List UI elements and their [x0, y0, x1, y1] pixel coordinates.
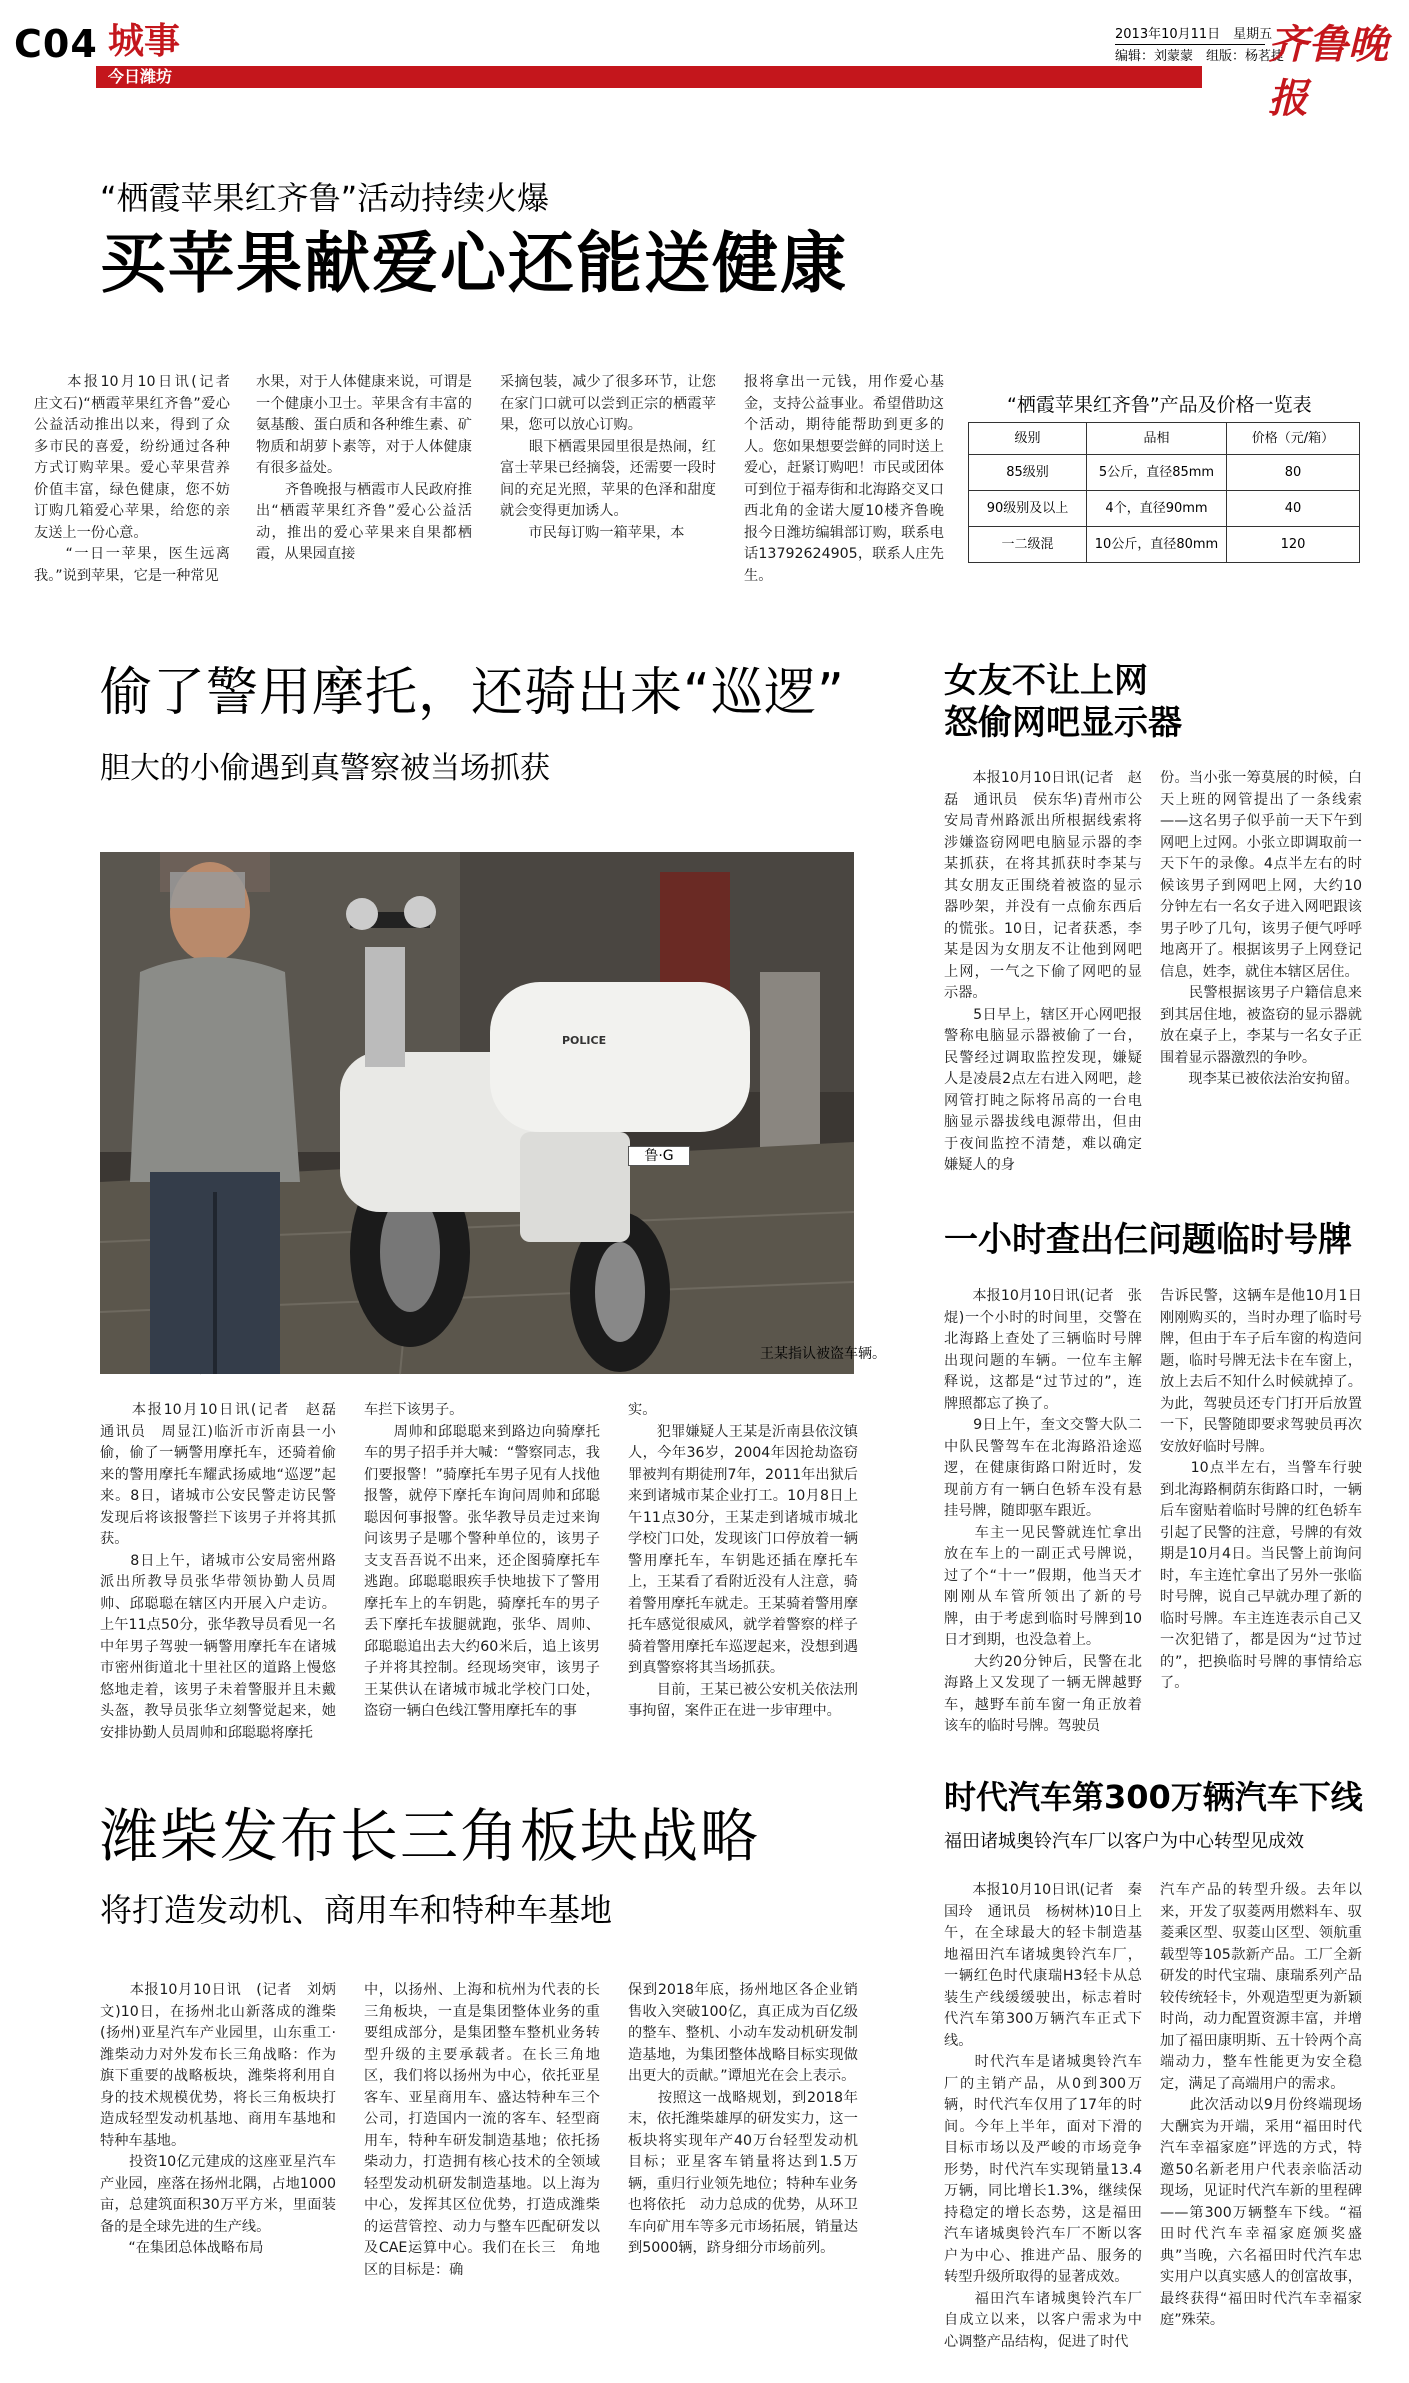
page-number: C04: [14, 22, 98, 66]
price-table-cell: 10公斤，直径80mm: [1087, 527, 1227, 563]
license-plate-text: 鲁·G: [644, 1148, 674, 1164]
article1-col3: 采摘包装，减少了很多环节，让您在家门口就可以尝到正宗的栖霞苹果，您可以放心订购。 眼下栖霞果园里很是热闹，红富士苹果已经摘袋，还需要一段时间的充足光照，苹果的色泽和甜度就会变得更加诱人。 市民每订购一箱苹果，本: [500, 374, 716, 541]
article6-subhead: 福田诸城奥铃汽车厂以客户为中心转型见成效: [944, 1831, 1304, 1852]
price-table-cell: 4个，直径90mm: [1087, 491, 1227, 527]
article6-headline: 时代汽车第300万辆汽车下线: [944, 1778, 1363, 1816]
price-table-row: [969, 455, 1360, 491]
article3-headline: 女友不让上网 怒偷网吧显示器: [944, 661, 1182, 743]
article5-headline: 潍柴发布长三角板块战略: [100, 1802, 761, 1870]
article2-col2: 车拦下该男子。 周帅和邱聪聪来到路边向骑摩托车的男子招手并大喊：“警察同志，我们要报警！”骑摩托车男子见有人找他报警，就停下摩托车询问周帅和邱聪聪因何事报警。张华教导员走过来询问该男子是哪个警种单位的，该男子支支吾吾说不出来，还企图骑摩托车逃跑。邱聪聪眼疾手快地拔下了警用摩托车上的车钥匙，骑摩托车的男子丢下摩托车拔腿就跑，张华、周帅、邱聪聪追出去大约60米后，追上该男子并将其控制。经现场突审，该男子王某供认在诸城市城北学校门口处，盗窃一辆白色线江警用摩托车的事: [364, 1402, 600, 1719]
masthead-divider: [1115, 44, 1265, 45]
price-table-cell: 90级别及以上: [969, 491, 1087, 527]
section-bar: [96, 66, 1202, 88]
article4-headline: 一小时查出仨问题临时号牌: [944, 1220, 1352, 1260]
article2-col1: 本报10月10日讯(记者 赵磊 通讯员 周显江)临沂市沂南县一小偷，偷了一辆警用摩托车，还骑着偷来的警用摩托车耀武扬威地“巡逻”起来。8日，诸城市公安民警走访民警发现后将该报警拦下该男子并将其抓获。 8日上午，诸城市公安局密州路派出所教导员张华带领协勤人员周帅、邱聪聪在辖区内开展入户走访。上午11点50分，张华教导员看见一名中年男子驾驶一辆警用摩托车在诸城市密州街道北十里社区的道路上慢悠悠地走着，该男子未着警服并且未戴头盔，教导员张华立刻警觉起来，她安排协勤人员周帅和邱聪聪将摩托: [100, 1402, 336, 1741]
article1-headline: 买苹果献爱心还能送健康: [100, 225, 848, 302]
price-table-header: 级别: [969, 423, 1087, 455]
subsection-name: 今日潍坊: [108, 67, 173, 86]
price-table-row: [969, 527, 1360, 563]
price-table: [968, 422, 1360, 563]
price-table-cell: 一二级混: [969, 527, 1087, 563]
article1-col2: 水果，对于人体健康来说，可谓是一个健康小卫士。苹果含有丰富的氨基酸、蛋白质和各种维生素、矿物质和胡萝卜素等，对于人体健康有很多益处。 齐鲁晚报与栖霞市人民政府推出“栖霞苹果红齐鲁”爱心公益活动，推出的爱心苹果来自果都栖霞，从果园直接: [256, 374, 472, 562]
price-table-header-row: [969, 423, 1360, 455]
price-table-cell: 120: [1227, 527, 1360, 563]
photo-illustration: [100, 852, 854, 1374]
police-label: POLICE: [562, 1034, 607, 1047]
article2-subhead: 胆大的小偷遇到真警察被当场抓获: [100, 751, 550, 786]
article5-col1: 本报10月10日讯 (记者 刘炳文)10日，在扬州北山新落成的潍柴(扬州)亚星汽车产业园里，山东重工·潍柴动力对外发布长三角战略：作为旗下重要的战略板块，潍柴将利用自身的技术规模优势，将长三角板块打造成轻型发动机基地、商用车基地和特种车基地。 投资10亿元建成的这座亚星汽车产业园，座落在扬州北隅，占地1000亩，总建筑面积30万平方米，里面装备的是全球先进的生产线。 “在集团总体战略布局: [100, 1982, 336, 2256]
price-table-cell: 5公斤，直径85mm: [1087, 455, 1227, 491]
newspaper-logo: 齐鲁晚报: [1268, 21, 1388, 122]
license-plate: [628, 1146, 690, 1166]
price-table-row: [969, 491, 1360, 527]
article4-col1: 本报10月10日讯(记者 张焜)一个小时的时间里，交警在北海路上查处了三辆临时号牌出现问题的车辆。一位车主解释说，这都是“过节过的”，连牌照都忘了换了。 9日上午，奎文交警大队二中队民警驾车在北海路沿途巡逻，在健康街路口附近时，发现前方有一辆白色轿车没有悬挂号牌，随即驱车跟近。 车主一见民警就连忙拿出放在车上的一副正式号牌说，过了个“十一”假期，他当天才刚刚从车管所领出了新的号牌，由于考虑到临时号牌到10日才到期，也没急着上。 大约20分钟后，民警在北海路上又发现了一辆无牌越野车，越野车前车窗一角正放着该车的临时号牌。驾驶员: [944, 1288, 1142, 1734]
price-table-cell: 85级别: [969, 455, 1087, 491]
article5-col3: 保到2018年底，扬州地区各企业销售收入突破100亿，真正成为百亿级的整车、整机、小动车发动机研发制造基地，为集团整体战略目标实现做出更大的贡献。”谭旭光在会上表示。 按照这一战略规划，到2018年末，依托潍柴雄厚的研发实力，这一板块将实现年产40万台轻型发动机目标；亚星客车销量将达到1.5万辆，重归行业领先地位；特种车业务也将依托 动力总成的优势，从环卫车向矿用车等多元市场拓展，销量达到5000辆，跻身细分市场前列。: [628, 1982, 858, 2256]
article3-col1: 本报10月10日讯(记者 赵磊 通讯员 侯东华)青州市公安局青州路派出所根据线索将涉嫌盗窃网吧电脑显示器的李某抓获，在将其抓获时李某与其女朋友正围绕着被盗的显示器吵架，并没有一点偷东西后的慌张。10日，记者获悉，李某是因为女朋友不让他到网吧上网，一气之下偷了网吧的显示器。 5日早上，辖区开心网吧报警称电脑显示器被偷了一台，民警经过调取监控发现，嫌疑人是凌晨2点左右进入网吧，趁网管打盹之际将吊高的一台电脑显示器拔线电源带出，但由于夜间监控不清楚，难以确定嫌疑人的身: [944, 770, 1142, 1173]
article5-col2: 中，以扬州、上海和杭州为代表的长三角板块，一直是集团整体业务的重要组成部分，是集团整车整机业务转型升级的主要承载者。在长三角地区，我们将以扬州为中心，依托亚星客车、亚星商用车、盛达特种车三个公司，打造国内一流的客车、轻型商用车，特种车研发制造基地；依托扬柴动力，打造拥有核心技术的全领域轻型发动机研发制造基地。以上海为中心，发挥其区位优势，打造成潍柴的运营管控、动力与整车匹配研发以及CAE运算中心。我们在长三 角地区的目标是：确: [364, 1982, 600, 2278]
section-name: 城事: [108, 21, 181, 62]
photo-caption: 王某指认被盗车辆。: [760, 1346, 886, 1362]
price-table-header: 品相: [1087, 423, 1227, 455]
news-photo: [100, 852, 854, 1374]
article1-col1: 本报10月10日讯(记者 庄文石)“栖霞苹果红齐鲁”爱心公益活动推出以来，得到了众多市民的喜爱，纷纷通过各种方式订购苹果。爱心苹果营养价值丰富，绿色健康，您不妨订购几箱爱心苹果，给您的亲友送上一份心意。 “一日一苹果，医生远离我。”说到苹果，它是一种常见: [34, 374, 230, 584]
editor-line: 编辑：刘蒙蒙 组版：杨茗捷: [1115, 49, 1285, 64]
date-line: 2013年10月11日 星期五: [1115, 27, 1273, 42]
article4-col2: 告诉民警，这辆车是他10月1日刚刚购买的，当时办理了临时号牌，但由于车子后车窗的构造问题，临时号牌无法卡在车窗上，放上去后不知什么时候就掉了。为此，驾驶员还专门打开后放置一下，民警随即要求驾驶员再次安放好临时号牌。 10点半左右，当警车行驶到北海路桐荫东街路口时，一辆后车窗贴着临时号牌的红色轿车引起了民警的注意，号牌的有效期是10月4日。当民警上前询问时，车主连忙拿出了另外一张临时号牌，说自己早就办理了新的临时号牌。车主连连表示自己又一次犯错了，都是因为“过节过的”，把换临时号牌的事情给忘了。: [1160, 1288, 1362, 1691]
article6-col1: 本报10月10日讯(记者 秦国玲 通讯员 杨树林)10日上午，在全球最大的轻卡制造基地福田汽车诸城奥铃汽车厂，一辆红色时代康瑞H3轻卡从总装生产线缓缓驶出，标志着时代汽车第300万辆汽车正式下线。 时代汽车是诸城奥铃汽车厂的主销产品，从0到300万辆，时代汽车仅用了17年的时间。今年上半年，面对下滑的目标市场以及严峻的市场竞争形势，时代汽车实现销量13.4万辆，同比增长1.3%，继续保持稳定的增长态势，这是福田汽车诸城奥铃汽车厂不断以客户为中心、推进产品、服务的转型升级所取得的显著成效。 福田汽车诸城奥铃汽车厂自成立以来，以客户需求为中心调整产品结构，促进了时代: [944, 1882, 1142, 2350]
article3-col2: 份。当小张一筹莫展的时候，白天上班的网管提出了一条线索——这名男子似乎前一天下午到网吧上过网。小张立即调取前一天下午的录像。4点半左右的时候该男子到网吧上网，大约10分钟左右一名女子进入网吧跟该男子吵了几句，该男子便气呼呼地离开了。根据该男子上网登记信息，姓李，就住本辖区居住。 民警根据该男子户籍信息来到其居住地，被盗窃的显示器就放在桌子上，李某与一名女子正围着显示器激烈的争吵。 现李某已被依法治安拘留。: [1160, 770, 1362, 1087]
price-table-cell: 80: [1227, 455, 1360, 491]
article1-col4: 报将拿出一元钱，用作爱心基金，支持公益事业。希望借助这个活动，期待能帮助到更多的人。您如果想要尝鲜的同时送上爱心，赶紧订购吧！市民或团体可到位于福寿街和北海路交叉口西北角的金诺大厦10楼齐鲁晚报今日潍坊编辑部订购，联系电话13792624905，联系人庄先生。: [744, 374, 944, 584]
article5-subhead: 将打造发动机、商用车和特种车基地: [100, 1891, 613, 1929]
price-table-cell: 40: [1227, 491, 1360, 527]
article6-col2: 汽车产品的转型升级。去年以来，开发了驭菱两用燃料车、驭菱乘区型、驭菱山区型、领航重载型等105款新产品。工厂全新研发的时代宝瑞、康瑞系列产品较传统轻卡，外观造型更为新颖时尚，动力配置资源丰富，并增加了福田康明斯、五十铃两个高端动力，整车性能更为安全稳定，满足了高端用户的需求。 此次活动以9月份终端现场大酬宾为开端，采用“福田时代汽车幸福家庭”评选的方式，特邀50名新老用户代表亲临活动现场，见证时代汽车新的里程碑——第300万辆整车下线。“福田时代汽车幸福家庭颁奖盛典”当晚，六名福田时代汽车忠实用户以真实感人的创富故事，最终获得“福田时代汽车幸福家庭”殊荣。: [1160, 1882, 1362, 2328]
price-table-header: 价格（元/箱）: [1227, 423, 1360, 455]
price-table-title: “栖霞苹果红齐鲁”产品及价格一览表: [1007, 394, 1312, 416]
article2-headline: 偷了警用摩托，还骑出来“巡逻”: [100, 663, 845, 723]
article1-kicker: “栖霞苹果红齐鲁”活动持续火爆: [100, 179, 550, 217]
article2-col3: 实。 犯罪嫌疑人王某是沂南县依汶镇人，今年36岁，2004年因抢劫盗窃罪被判有期徒刑7年，2011年出狱后来到诸城市某企业打工。10月8日上午11点30分，王某走到诸城市城北学校门口处，发现该门口停放着一辆警用摩托车，车钥匙还插在摩托车上，王某看了看附近没有人注意，骑着警用摩托车就走。王某骑着警用摩托车感觉很威风，就学着警察的样子骑着警用摩托车巡逻起来，没想到遇到真警察将其当场抓获。 目前，王某已被公安机关依法刑事拘留，案件正在进一步审理中。: [628, 1402, 858, 1719]
